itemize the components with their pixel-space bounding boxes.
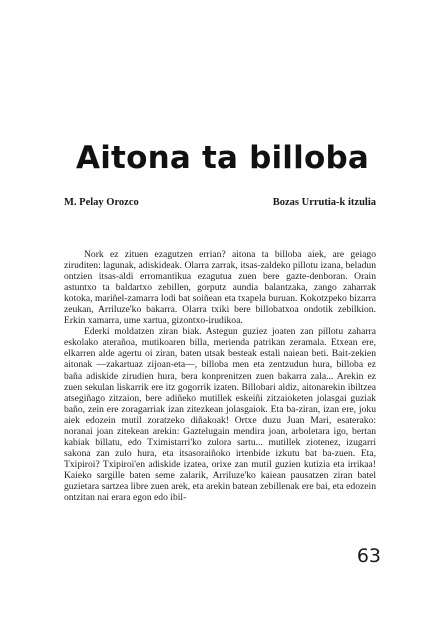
article-title: Aitona ta billoba: [76, 140, 369, 176]
body-paragraph: Nork ez zituen ezagutzen errian? aitona ta billoba aiek, are geiago ziruditen: lagunak, adiskideak. Olarra zarrak, itsas-zaldeko pillotu izana, beladun ontzien itsas-aldi erromantikua ezagutua zuen bere gazte-denboran. Orain astuntxo ta baldartxo zebillen, gorputz aundia balantzaka, zango zaharrak kotoka, mariñel-zamarra lodi bat soiñean eta txapela buruan. Kokotzpeko bizarra zeukan, Arriluze'ko bakarra. Olarra txiki bere billobatxoa ondotik zebilkion. Erkin xamarra, ume xartua, gizontxo-irudikoa.: [64, 249, 376, 327]
body-paragraph: Ederki moldatzen ziran biak. Astegun guziez joaten zan pillotu zaharra eskolako aterañoa, mutikoaren billa, merienda patrikan zeramala. Etxean ere, elkarren alde agertu oi ziran, baten utsak besteak estali naiean beti. Bait-zekien aitonak —zakartuaz zijoan-eta—, billoba men eta zentzudun hura, billoba ez baña adiskide zirudien hura, bera konprenitzen zuen bakarra zala... Arekin ez zuen sekulan liskarrik ere itz gogorrik izaten. Billobari aldiz, aitonarekin ibiltzea atsegiñago zitzaion, bere adiñeko mutillek eskeiñi zitzaioketen jolasgai guziak baño, zein ere zoragarriak izan zitezkean jolasgaiok. Eta ba-ziran, izan ere, joku aiek edozein mutil zoratzeko diñakoak! Ortxe duzu Juan Mari, esaterako: noranai joan zitekean arekin: Gaztelugain mendira joan, arboletara igo, bertan kabiak billatu, edo Tximistarri'ko zulora sartu... mutillek ziotenez, izugarri sakona zan zulo hura, eta itsasoraiñoko irtenbide izkutu bat ba-zuen. Eta, Txipiroi? Txipiroi'en adiskide izatea, orixe zan mutil guzien kutizia eta irrikaa! Kaieko sargille baten seme zalarik, Arriluze'ko kaiean pausatzen ziran batel guzietara sartzea libre zuen arek, eta arekin batean zebillenak ere bai, eta edozein ontzitan nai erara egon edo ibil-: [64, 326, 376, 504]
page-number: 63: [356, 545, 381, 567]
translator-credit: Bozas Urrutia-k itzulia: [272, 197, 376, 208]
author-name: M. Pelay Orozco: [64, 197, 139, 208]
article-body: [64, 249, 376, 503]
